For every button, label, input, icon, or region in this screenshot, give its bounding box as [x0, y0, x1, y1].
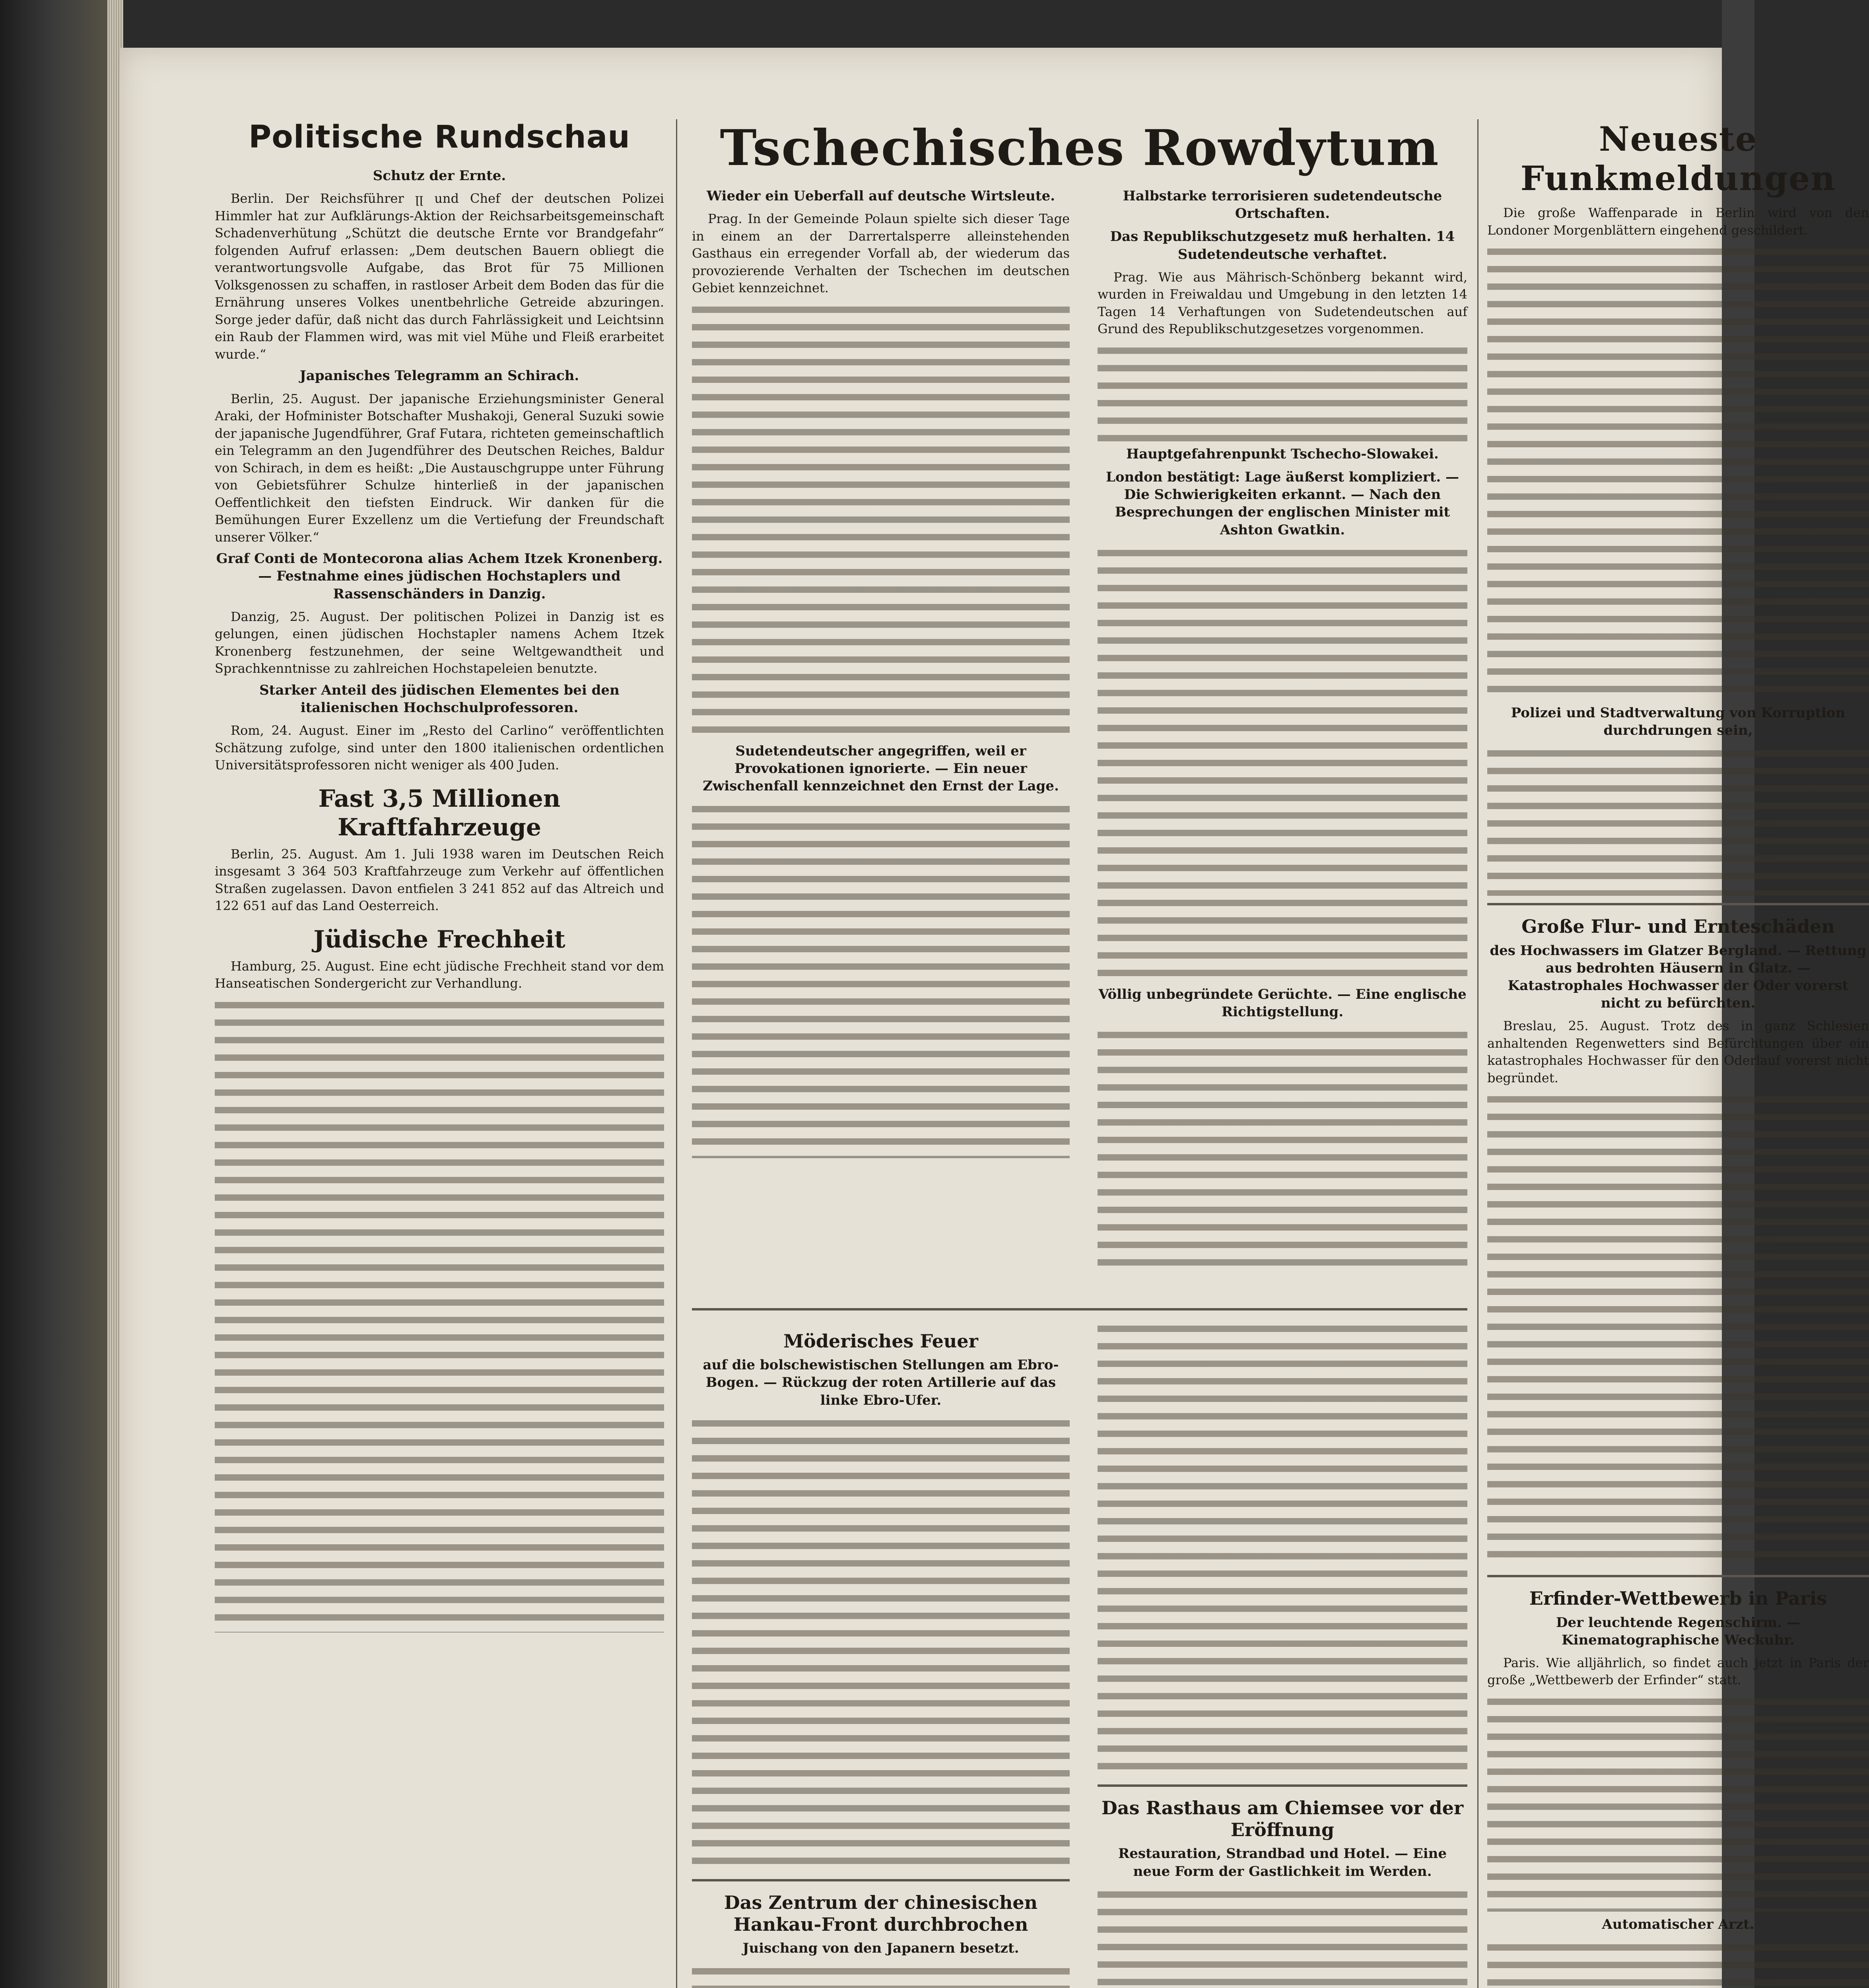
- article-text: Berlin, 25. August. Der japanische Erziehungsminister General Araki, der Hofminister Botschafter Mushakoji, General Suzuki sowie der japanische Jugendführer, Graf Futara, richteten gemeinschaftlich ein Telegramm an den Jugendführer des Deutschen Reiches, Baldur von Schirach, in dem es heißt: „Die Austauschgruppe unter Führung von Gebietsführer Schulze hinterließ in der japanischen Oeffentlichkeit den tiefsten Eindruck. Wir danken für die Bemühungen Eurer Exzellenz um die Vertiefung der Freundschaft unserer Völker.“: [215, 391, 664, 545]
- article-subtitle: Restauration, Strandbad und Hotel. — Eine neue Form der Gastlichkeit im Werden.: [1118, 1846, 1447, 1879]
- article-text: Paris. Wie alljährlich, so findet auch jetzt in Paris der große „Wettbewerb der Erfinder“ statt.: [1487, 1655, 1869, 1688]
- article-text-lines: [1098, 342, 1467, 441]
- article-text: Danzig, 25. August. Der politischen Polizei in Danzig ist es gelungen, einen jüdischen Hochstapler namens Achem Itzek Kronenberg festzunehmen, der seine Weltgewandtheit und Sprachkenntnisse zu zahlreichen Hochstapeleien benutzte.: [215, 609, 664, 676]
- article-text: Breslau, 25. August. Trotz des in ganz Schlesien anhaltenden Regenwetters sind Befürchtungen über ein katastrophales Hochwasser für den Oderlauf vorerst nicht begründet.: [1487, 1018, 1869, 1085]
- article-subtitle: Wieder ein Ueberfall auf deutsche Wirtsleute.: [706, 188, 1055, 204]
- article-text-lines: [1098, 1026, 1467, 1273]
- article-text-lines: [1098, 1320, 1467, 1777]
- article-subtitle: Das Republikschutzgesetz muß herhalten. 14 Sudetendeutsche verhaftet.: [1110, 229, 1455, 262]
- masthead-neueste-funkmeldungen: Neueste Funkmeldungen: [1520, 119, 1836, 198]
- article-title: Starker Anteil des jüdischen Elementes bei den italienischen Hochschulprofessoren.: [259, 682, 620, 716]
- separator-bar: [1487, 903, 1869, 905]
- article-text-lines: [1487, 1091, 1869, 1568]
- article-text: Rom, 24. August. Einer im „Resto del Carlino“ veröffentlichten Schätzung zufolge, sind unter den 1800 italienischen ordentlichen Universitätsprofessoren nicht weniger als 400 Juden.: [215, 723, 664, 773]
- article-text-lines: [215, 996, 664, 1633]
- article-text-lines: [692, 1415, 1070, 1872]
- headline-tschechisches-rowdytum: Tschechisches Rowdytum: [720, 119, 1440, 177]
- article-text-lines: [1098, 1886, 1467, 1988]
- article-title: Das Zentrum der chinesischen Hankau-Front durchbrochen: [724, 1891, 1038, 1935]
- separator-bar: [692, 1308, 1467, 1310]
- column-neueste-funkmeldungen: [1487, 119, 1869, 1988]
- separator-bar: [1098, 1784, 1467, 1787]
- column-rule: [676, 119, 677, 1988]
- article-subtitle: Der leuchtende Regenschirm. — Kinematographische Weckuhr.: [1556, 1614, 1800, 1648]
- article-subtitle: Polizei und Stadtverwaltung von Korruption durchdrungen sein,: [1511, 705, 1846, 739]
- article-text: Prag. Wie aus Mährisch-Schönberg bekannt wird, wurden in Freiwaldau und Umgebung in den letzten 14 Tagen 14 Verhaftungen von Sudetendeutschen auf Grund des Republikschutzgesetzes vorgenommen.: [1098, 269, 1467, 337]
- masthead-politische-rundschau: Politische Rundschau: [249, 119, 630, 155]
- article-subtitle: Automatischer Arzt.: [1602, 1916, 1754, 1932]
- article-text-lines: [1487, 1693, 1869, 1912]
- column-politische-rundschau: [215, 119, 664, 1988]
- article-subtitle: Halbstarke terrorisieren sudetendeutsche Ortschaften.: [1123, 188, 1442, 222]
- article-title: Große Flur- und Ernteschäden: [1521, 916, 1835, 938]
- article-text: Die große Waffenparade in Berlin wird von den Londoner Morgenblättern eingehend geschildert.: [1487, 205, 1869, 238]
- article-text: Berlin. Der Reichsführer ꞁꞁ und Chef der deutschen Polizei Himmler hat zur Aufklärungs-Aktion der Reichsarbeitsgemeinschaft Schadenverhütung „Schützt die deutsche Ernte vor Brandgefahr“ folgenden Aufruf erlassen: „Dem deutschen Bauern obliegt die verantwortungsvolle Aufgabe, das Brot für 75 Millionen Volksgenossen zu schaffen, in rastloser Arbeit dem Boden das für die Ernährung unseres Volkes unentbehrliche Getreide abzuringen. Sorge jeder dafür, daß nicht das durch Fahrlässigkeit und Leichtsinn ein Raub der Flammen wird, was mit viel Mühe und Fleiß erarbeitet wurde.“: [215, 191, 664, 362]
- article-text: Prag. In der Gemeinde Polaun spielte sich dieser Tage in einem an der Darrertalsperre alleinstehenden Gasthaus ein erregender Vorfall ab, der wiederum das provozierende Verhalten der Tschechen im deutschen Gebiet kennzeichnet.: [692, 211, 1070, 296]
- book-binding: [0, 0, 115, 1988]
- article-text-lines: [692, 301, 1070, 738]
- separator-bar: [1487, 1575, 1869, 1577]
- article-title: Japanisches Telegramm an Schirach.: [299, 368, 579, 384]
- article-subtitle: Völlig unbegründete Gerüchte. — Eine englische Richtigstellung.: [1098, 986, 1467, 1020]
- article-text: Berlin, 25. August. Am 1. Juli 1938 waren im Deutschen Reich insgesamt 3 364 503 Kraftfahrzeuge zum Verkehr auf öffentlichen Straßen zugelassen. Davon entfielen 3 241 852 auf das Altreich und 122 651 auf das Land Oesterreich.: [215, 846, 664, 914]
- article-subtitle: Hauptgefahrenpunkt Tschecho-Slowakei.: [1126, 446, 1439, 462]
- article-title: Jüdische Frechheit: [313, 925, 565, 953]
- article-subtitle: des Hochwassers im Glatzer Bergland. — Rettung aus bedrohten Häusern in Glatz. — Katastrophales Hochwasser der Oder vorerst nicht zu befürchten.: [1490, 942, 1867, 1011]
- article-text-lines: [1487, 745, 1869, 896]
- article-text: Hamburg, 25. August. Eine echt jüdische Frechheit stand vor dem Hanseatischen Sondergericht zur Verhandlung.: [215, 958, 664, 991]
- article-title: Möderisches Feuer: [783, 1330, 978, 1352]
- article-subtitle: London bestätigt: Lage äußerst kompliziert. — Die Schwierigkeiten erkannt. — Nach den Besprechungen der englischen Minister mit Ashton Gwatkin.: [1105, 469, 1459, 538]
- newspaper-page: [119, 48, 1869, 1988]
- article-subtitle: Sudetendeutscher angegriffen, weil er Provokationen ignorierte. — Ein neuer Zwischenfall kennzeichnet den Ernst der Lage.: [703, 743, 1059, 794]
- column-rule: [1477, 119, 1478, 1988]
- article-text-lines: [692, 1963, 1070, 1988]
- article-title: Fast 3,5 Millionen Kraftfahrzeuge: [318, 784, 561, 841]
- article-text-lines: [1487, 1939, 1869, 1988]
- article-title: Graf Conti de Montecorona alias Achem Itzek Kronenberg. — Festnahme eines jüdischen Hochstaplers und Rassenschänders in Danzig.: [216, 551, 663, 602]
- article-text-lines: [692, 800, 1070, 1158]
- article-text-lines: [1487, 243, 1869, 700]
- article-subtitle: auf die bolschewistischen Stellungen am Ebro-Bogen. — Rückzug der roten Artillerie auf das linke Ebro-Ufer.: [703, 1357, 1059, 1408]
- article-text-lines: [1098, 544, 1467, 982]
- separator-bar: [692, 1879, 1070, 1881]
- article-tschechisches-rowdytum: [692, 119, 1467, 1336]
- article-subtitle: Juischang von den Japanern besetzt.: [742, 1940, 1019, 1957]
- article-title: Das Rasthaus am Chiemsee vor der Eröffnung: [1101, 1797, 1464, 1841]
- article-title: Erfinder-Wettbewerb in Paris: [1529, 1588, 1827, 1609]
- article-title: Schutz der Ernte.: [373, 168, 506, 184]
